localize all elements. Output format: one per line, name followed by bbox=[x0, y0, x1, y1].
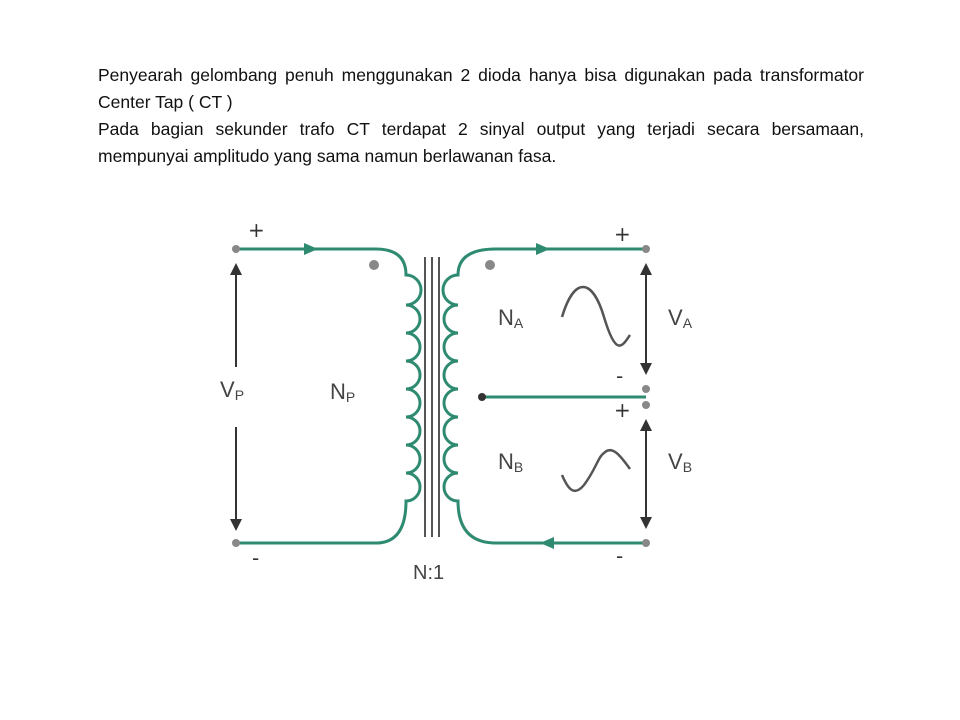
primary-voltage-label bbox=[220, 377, 244, 403]
secondary-dot-marker bbox=[485, 260, 495, 270]
vb-minus-terminal bbox=[642, 539, 650, 547]
primary-top-terminal bbox=[232, 245, 240, 253]
winding-na-label bbox=[498, 305, 524, 331]
primary-current-arrow bbox=[304, 243, 318, 255]
paragraph-secondary: Pada bagian sekunder trafo CT terdapat 2 sinyal output yang terjadi secara bersamaan, mempunyai amplitudo yang sama namun berlawanan fasa. bbox=[98, 119, 864, 166]
voltage-va-label bbox=[668, 305, 693, 331]
secondary-top-current-arrow bbox=[536, 243, 550, 255]
primary-winding-main: N bbox=[330, 379, 346, 404]
winding-nb-sub: B bbox=[513, 459, 524, 475]
voltage-vb-label bbox=[668, 449, 692, 475]
secondary-bottom-current-arrow bbox=[540, 537, 554, 549]
primary-winding-sub: P bbox=[345, 389, 356, 405]
va-minus-terminal bbox=[642, 385, 650, 393]
turns-ratio-label: N:1 bbox=[413, 562, 445, 584]
primary-voltage-sub: P bbox=[234, 387, 245, 403]
sine-wave-b bbox=[562, 450, 630, 491]
transformer-svg bbox=[206, 207, 718, 592]
voltage-vb-main: V bbox=[668, 449, 683, 474]
primary-minus-sign: - bbox=[252, 546, 260, 570]
voltage-va-sub: A bbox=[682, 315, 693, 331]
primary-bottom-terminal bbox=[232, 539, 240, 547]
primary-winding-label bbox=[330, 379, 355, 405]
slide-text bbox=[98, 62, 864, 170]
va-plus-sign: + bbox=[614, 222, 631, 246]
vb-plus-sign: + bbox=[614, 398, 631, 422]
vb-minus-sign: - bbox=[616, 544, 624, 568]
primary-voltage-main: V bbox=[220, 377, 235, 402]
va-plus-terminal bbox=[642, 245, 650, 253]
primary-coil bbox=[376, 249, 421, 543]
voltage-vb-sub: B bbox=[682, 459, 693, 475]
winding-na-main: N bbox=[498, 305, 514, 330]
paragraph-intro: Penyearah gelombang penuh menggunakan 2 dioda hanya bisa digunakan pada transformator Center Tap ( CT ) bbox=[98, 65, 864, 112]
va-minus-sign: - bbox=[616, 364, 624, 388]
vb-plus-terminal bbox=[642, 401, 650, 409]
primary-plus-sign: + bbox=[248, 218, 265, 242]
primary-dot-marker bbox=[369, 260, 379, 270]
transformer-diagram bbox=[206, 207, 718, 592]
sine-wave-a bbox=[562, 287, 630, 346]
winding-na-sub: A bbox=[513, 315, 524, 331]
winding-nb-label bbox=[498, 449, 523, 475]
winding-nb-main: N bbox=[498, 449, 514, 474]
voltage-va-main: V bbox=[668, 305, 683, 330]
center-tap-junction bbox=[478, 393, 486, 401]
